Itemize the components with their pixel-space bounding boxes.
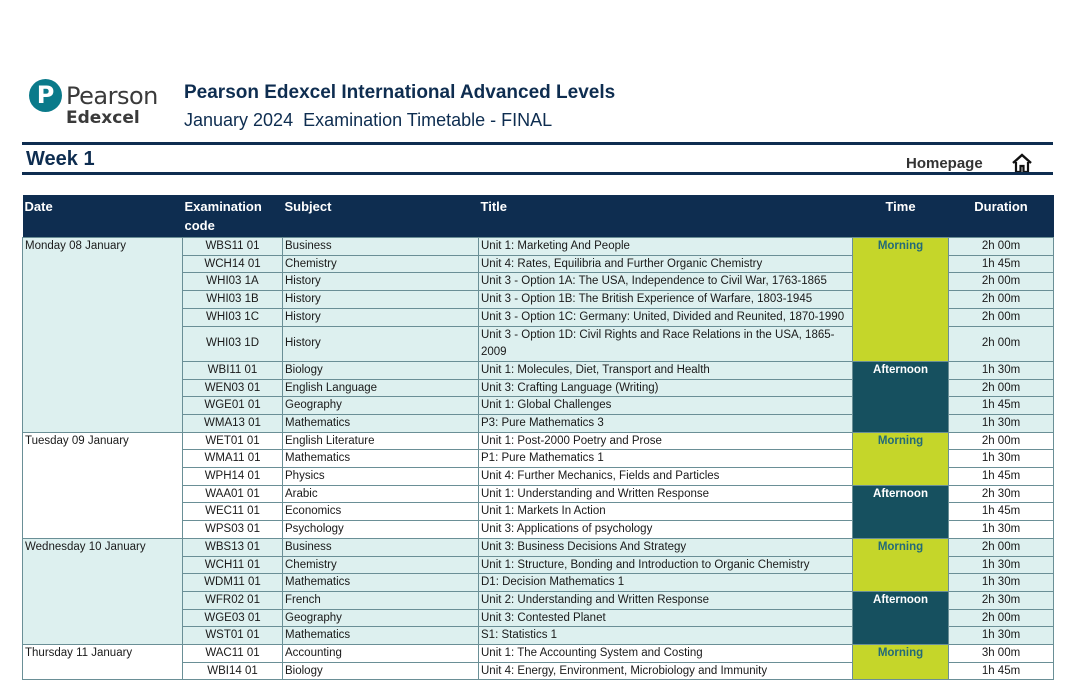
table-row	[23, 645, 1054, 663]
exam-subject: Biology	[283, 361, 479, 379]
exam-duration: 2h 00m	[949, 609, 1054, 627]
exam-subject: Mathematics	[283, 450, 479, 468]
exam-duration: 1h 30m	[949, 450, 1054, 468]
exam-subject: French	[283, 591, 479, 609]
exam-code: WBS13 01	[183, 538, 283, 556]
col-header-duration: Duration	[949, 195, 1054, 238]
exam-duration: 2h 00m	[949, 238, 1054, 256]
exam-duration: 2h 30m	[949, 485, 1054, 503]
exam-title: Unit 3: Applications of psychology	[479, 521, 853, 539]
exam-code: WBI14 01	[183, 662, 283, 680]
exam-title: Unit 2: Understanding and Written Response	[479, 591, 853, 609]
col-header-time: Time	[853, 195, 949, 238]
exam-duration: 1h 30m	[949, 361, 1054, 379]
exam-subject: Chemistry	[283, 556, 479, 574]
exam-duration: 1h 45m	[949, 255, 1054, 273]
exam-duration: 2h 00m	[949, 326, 1054, 361]
exam-subject: History	[283, 308, 479, 326]
exam-title: Unit 3: Contested Planet	[479, 609, 853, 627]
exam-code: WFR02 01	[183, 591, 283, 609]
header-divider	[22, 142, 1053, 145]
time-morning-badge: Morning	[853, 238, 949, 362]
exam-title: Unit 4: Rates, Equilibria and Further Organic Chemistry	[479, 255, 853, 273]
time-afternoon-badge: Afternoon	[853, 361, 949, 432]
exam-date: Wednesday 10 January	[23, 538, 183, 644]
exam-duration: 1h 45m	[949, 468, 1054, 486]
table-row	[23, 432, 1054, 450]
time-morning-badge: Morning	[853, 432, 949, 485]
exam-duration: 1h 30m	[949, 627, 1054, 645]
exam-code: WMA13 01	[183, 414, 283, 432]
exam-subject: Mathematics	[283, 627, 479, 645]
document-title: Pearson Edexcel International Advanced Levels	[184, 82, 616, 103]
exam-subject: English Language	[283, 379, 479, 397]
exam-title: Unit 4: Energy, Environment, Microbiology and Immunity	[479, 662, 853, 680]
exam-code: WET01 01	[183, 432, 283, 450]
exam-subject: Mathematics	[283, 574, 479, 592]
exam-subject: Accounting	[283, 645, 479, 663]
exam-title: Unit 1: Marketing And People	[479, 238, 853, 256]
exam-subject: Mathematics	[283, 414, 479, 432]
exam-subject: Business	[283, 538, 479, 556]
exam-subject: English Literature	[283, 432, 479, 450]
exam-code: WBS11 01	[183, 238, 283, 256]
document-subtitle: January 2024 Examination Timetable - FINAL	[184, 110, 553, 130]
exam-title: Unit 3: Business Decisions And Strategy	[479, 538, 853, 556]
exam-subject: Economics	[283, 503, 479, 521]
exam-code: WCH11 01	[183, 556, 283, 574]
exam-date: Tuesday 09 January	[23, 432, 183, 538]
col-header-subject: Subject	[283, 195, 479, 238]
exam-title: Unit 3 - Option 1D: Civil Rights and Race Relations in the USA, 1865-2009	[479, 326, 853, 361]
pearson-logo-mark: P	[29, 79, 62, 112]
exam-code: WGE03 01	[183, 609, 283, 627]
exam-duration: 1h 30m	[949, 574, 1054, 592]
exam-duration: 1h 30m	[949, 414, 1054, 432]
table-header-row	[23, 195, 1054, 238]
exam-duration: 1h 30m	[949, 521, 1054, 539]
exam-title: Unit 1: The Accounting System and Costing	[479, 645, 853, 663]
exam-subject: Arabic	[283, 485, 479, 503]
exam-code: WPH14 01	[183, 468, 283, 486]
exam-date: Thursday 11 January	[23, 645, 183, 680]
exam-code: WGE01 01	[183, 397, 283, 415]
exam-title: Unit 3: Crafting Language (Writing)	[479, 379, 853, 397]
exam-subject: History	[283, 326, 479, 361]
table-row	[23, 538, 1054, 556]
exam-code: WAC11 01	[183, 645, 283, 663]
exam-code: WEC11 01	[183, 503, 283, 521]
exam-code: WAA01 01	[183, 485, 283, 503]
exam-subject: Biology	[283, 662, 479, 680]
exam-code: WHI03 1B	[183, 291, 283, 309]
exam-title: Unit 1: Molecules, Diet, Transport and Health	[479, 361, 853, 379]
exam-title: Unit 1: Structure, Bonding and Introduction to Organic Chemistry	[479, 556, 853, 574]
exam-duration: 2h 30m	[949, 591, 1054, 609]
exam-title: P3: Pure Mathematics 3	[479, 414, 853, 432]
exam-code: WHI03 1C	[183, 308, 283, 326]
exam-duration: 2h 00m	[949, 273, 1054, 291]
exam-subject: History	[283, 273, 479, 291]
exam-title: Unit 3 - Option 1C: Germany: United, Divided and Reunited, 1870-1990	[479, 308, 853, 326]
exam-code: WHI03 1A	[183, 273, 283, 291]
exam-timetable	[22, 195, 1054, 680]
exam-subject: Physics	[283, 468, 479, 486]
exam-subject: Geography	[283, 397, 479, 415]
exam-duration: 2h 00m	[949, 291, 1054, 309]
exam-title: Unit 1: Understanding and Written Response	[479, 485, 853, 503]
exam-subject: History	[283, 291, 479, 309]
exam-title: Unit 1: Global Challenges	[479, 397, 853, 415]
home-icon[interactable]	[1011, 152, 1033, 174]
exam-title: P1: Pure Mathematics 1	[479, 450, 853, 468]
exam-date: Monday 08 January	[23, 238, 183, 433]
time-afternoon-badge: Afternoon	[853, 591, 949, 644]
exam-code: WPS03 01	[183, 521, 283, 539]
week-divider	[22, 172, 1053, 175]
exam-duration: 1h 30m	[949, 556, 1054, 574]
exam-duration: 2h 00m	[949, 308, 1054, 326]
exam-duration: 1h 45m	[949, 503, 1054, 521]
table-row	[23, 238, 1054, 256]
timetable-body	[23, 238, 1054, 680]
exam-subject: Psychology	[283, 521, 479, 539]
logo-wordmark-pearson: Pearson	[66, 82, 158, 110]
exam-duration: 2h 00m	[949, 379, 1054, 397]
exam-code: WST01 01	[183, 627, 283, 645]
exam-title: Unit 3 - Option 1A: The USA, Independence to Civil War, 1763-1865	[479, 273, 853, 291]
logo-wordmark-edexcel: Edexcel	[66, 108, 140, 128]
exam-duration: 1h 45m	[949, 662, 1054, 680]
exam-duration: 1h 45m	[949, 397, 1054, 415]
exam-duration: 3h 00m	[949, 645, 1054, 663]
time-morning-badge: Morning	[853, 645, 949, 680]
exam-code: WEN03 01	[183, 379, 283, 397]
time-morning-badge: Morning	[853, 538, 949, 591]
exam-duration: 2h 00m	[949, 538, 1054, 556]
exam-code: WCH14 01	[183, 255, 283, 273]
exam-title: D1: Decision Mathematics 1	[479, 574, 853, 592]
col-header-code: Examination code	[183, 195, 283, 238]
exam-code: WHI03 1D	[183, 326, 283, 361]
homepage-link[interactable]: Homepage	[906, 155, 983, 172]
week-label: Week 1	[26, 148, 95, 170]
exam-subject: Geography	[283, 609, 479, 627]
exam-title: Unit 1: Markets In Action	[479, 503, 853, 521]
exam-duration: 2h 00m	[949, 432, 1054, 450]
col-header-date: Date	[23, 195, 183, 238]
exam-subject: Business	[283, 238, 479, 256]
exam-title: Unit 1: Post-2000 Poetry and Prose	[479, 432, 853, 450]
exam-title: Unit 4: Further Mechanics, Fields and Particles	[479, 468, 853, 486]
col-header-title: Title	[479, 195, 853, 238]
exam-code: WBI11 01	[183, 361, 283, 379]
exam-title: Unit 3 - Option 1B: The British Experience of Warfare, 1803-1945	[479, 291, 853, 309]
exam-code: WMA11 01	[183, 450, 283, 468]
exam-code: WDM11 01	[183, 574, 283, 592]
exam-title: S1: Statistics 1	[479, 627, 853, 645]
time-afternoon-badge: Afternoon	[853, 485, 949, 538]
exam-subject: Chemistry	[283, 255, 479, 273]
